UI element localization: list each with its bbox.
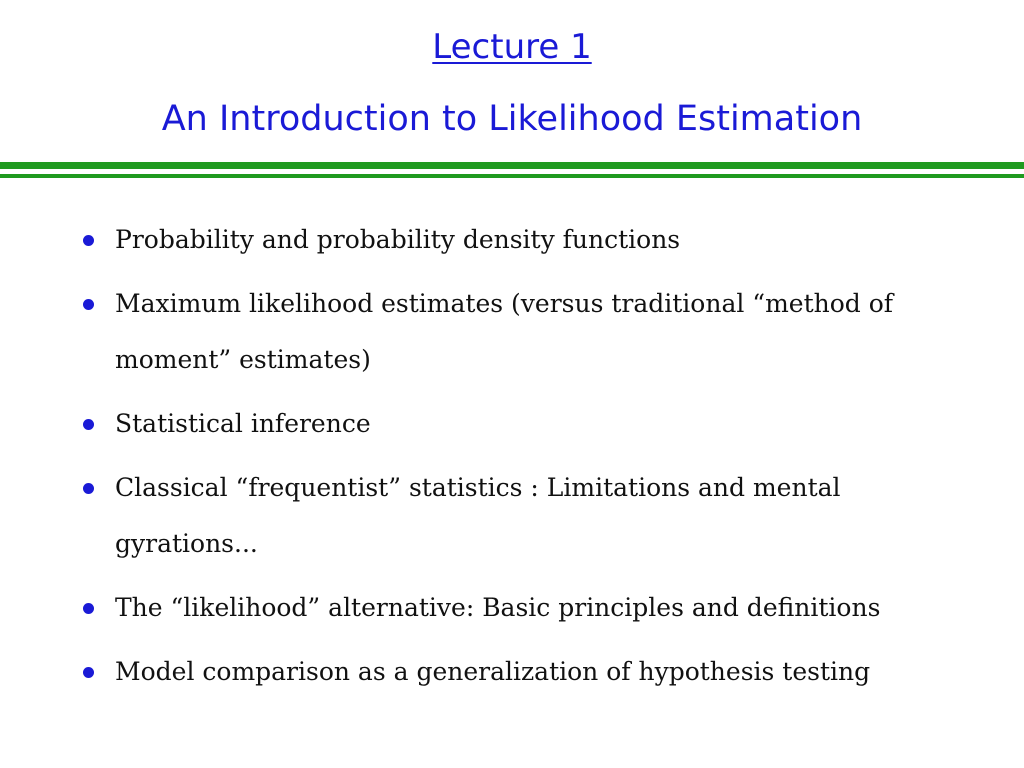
bullet-text: Maximum likelihood estimates (versus traditional “method of moment” estimates) (115, 289, 894, 374)
bullet-item (0, 276, 1024, 388)
title-divider-thick (0, 162, 1024, 169)
bullet-list (0, 212, 1024, 708)
bullet-item (0, 396, 1024, 452)
title-block (0, 24, 1024, 142)
bullet-text: Model comparison as a generalization of hypothesis testing (115, 657, 871, 686)
bullet-item (0, 580, 1024, 636)
bullet-dot-icon (83, 299, 94, 310)
bullet-text: The “likelihood” alternative: Basic principles and definitions (115, 593, 881, 622)
bullet-dot-icon (83, 483, 94, 494)
bullet-item (0, 212, 1024, 268)
title-divider-thin (0, 174, 1024, 178)
bullet-dot-icon (83, 603, 94, 614)
bullet-text: Probability and probability density functions (115, 225, 681, 254)
lecture-label: Lecture 1 (432, 27, 592, 67)
slide-title: An Introduction to Likelihood Estimation (161, 99, 863, 139)
bullet-item (0, 460, 1024, 572)
bullet-dot-icon (83, 235, 94, 246)
bullet-text: Classical “frequentist” statistics : Limitations and mental gyrations... (115, 473, 841, 558)
bullet-item (0, 644, 1024, 700)
bullet-dot-icon (83, 667, 94, 678)
bullet-text: Statistical inference (115, 409, 371, 438)
bullet-dot-icon (83, 419, 94, 430)
